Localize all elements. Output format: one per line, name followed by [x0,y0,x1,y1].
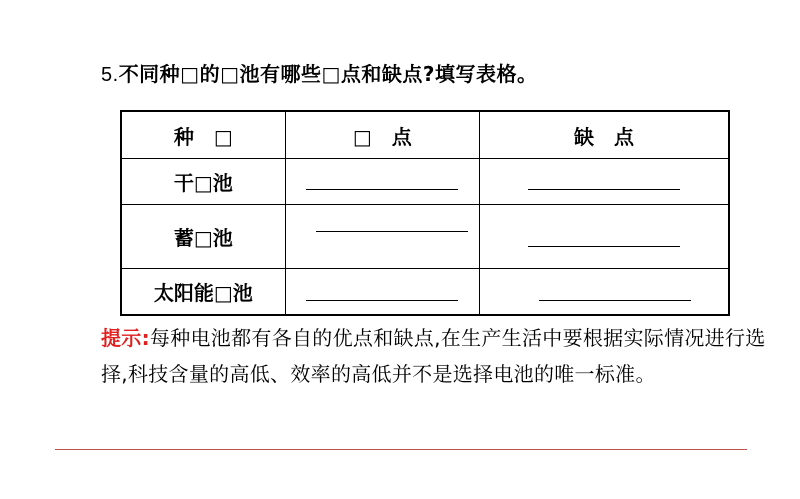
answer-blank[interactable] [316,231,468,232]
row-label-solar-cell: 太阳能□池 [121,269,285,315]
hint-text: 每种电池都有各自的优点和缺点,在生产生活中要根据实际情况进行选择,科技含量的高低、效率的高低并不是选择电池的唯一标准。 [101,326,766,386]
question-line [101,58,537,87]
header-type: 种 □ [121,111,285,159]
answer-cell [480,205,729,269]
bottom-divider [55,449,747,450]
answer-cell [480,159,729,205]
answer-blank[interactable] [539,300,691,301]
row-label-dry-cell: 干□池 [121,159,285,205]
answer-cell [480,269,729,315]
question-text: 不同种□的□池有哪些□点和缺点?填写表格。 [118,62,538,86]
answer-cell [285,205,479,269]
answer-cell [285,159,479,205]
table-header-row [121,111,729,159]
hint-label: 提示: [101,326,150,350]
header-advantages: □ 点 [285,111,479,159]
answer-blank[interactable] [528,246,680,247]
table-row [121,205,729,269]
table-row [121,159,729,205]
answer-blank[interactable] [528,189,680,190]
row-label-storage-battery: 蓄□池 [121,205,285,269]
hint-paragraph [101,320,766,392]
answer-blank[interactable] [306,189,458,190]
answer-cell [285,269,479,315]
header-disadvantages: 缺 点 [480,111,729,159]
question-number: 5. [101,64,119,86]
table-row [121,269,729,315]
comparison-table [120,110,730,316]
answer-blank[interactable] [306,300,458,301]
